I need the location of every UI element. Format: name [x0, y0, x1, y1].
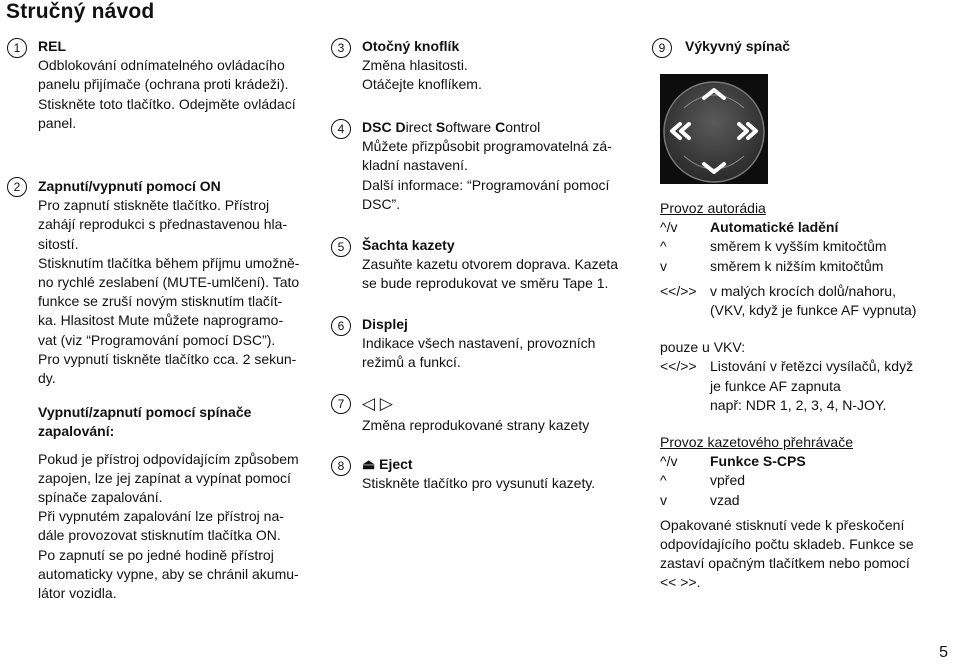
page-number: 5	[939, 644, 948, 661]
text-line: Pokud je přístroj odpovídajícím způsobem	[38, 450, 299, 467]
list-item: v vzad	[660, 491, 740, 508]
tape-mode-heading: Provoz kazetového přehrávače	[660, 434, 853, 451]
list-item: ^ vpřed	[660, 472, 746, 489]
section-on-off	[38, 177, 318, 603]
section-title: ⏏ Eject	[362, 456, 413, 472]
text-line: panel.	[38, 114, 77, 131]
text-line: se bude reprodukovat ve směru Tape 1.	[362, 275, 609, 292]
text-line: látor vozidla.	[38, 585, 117, 602]
section-knob	[362, 37, 642, 95]
section-dsc	[362, 118, 642, 214]
subsection-title: zapalování:	[38, 423, 115, 440]
text-line: Změna hlasitosti.	[362, 57, 468, 74]
section-rocker	[660, 199, 955, 593]
section-title: REL	[38, 38, 66, 54]
text-line: režimů a funkcí.	[362, 354, 461, 371]
text-line: Stiskněte tlačítko pro vysunutí kazety.	[362, 475, 596, 492]
text-line: odpovídajícího počtu skladeb. Funkce se	[660, 536, 914, 553]
text-line: ka. Hlasitost Mute můžete naprogramo-	[38, 312, 284, 329]
list-item: ^/v Automatické ladění	[660, 219, 839, 236]
list-item: v směrem k nižším kmitočtům	[660, 257, 884, 274]
text-line: Můžete přizpůsobit programovatelná zá-	[362, 138, 612, 155]
text-line: Při vypnutém zapalování lze přístroj na-	[38, 508, 284, 525]
text-line: Další informace: “Programování pomocí	[362, 176, 610, 193]
step-number-1: 1	[7, 38, 27, 58]
section-title: Otočný knoflík	[362, 38, 460, 54]
section-title: DSC Direct Software Control	[362, 119, 541, 135]
subsection-title: Vypnutí/zapnutí pomocí spínače	[38, 404, 252, 421]
text-line: << >>.	[660, 574, 701, 591]
section-title: Zapnutí/vypnutí pomocí ON	[38, 178, 221, 194]
section-side-change	[362, 394, 642, 435]
section-title: Výkyvný spínač	[685, 38, 791, 54]
text-line: dále provozovat stisknutím tlačítka ON.	[38, 527, 281, 544]
text-line: Stisknutím tlačítka během příjmu umožně-	[38, 254, 300, 271]
text-line: panelu přijímače (ochrana proti krádeži).	[38, 76, 289, 93]
list-item: ^ směrem k vyšším kmitočtům	[660, 238, 887, 255]
text-line: Zasuňte kazetu otvorem doprava. Kazeta	[362, 256, 619, 273]
text-line: Stiskněte toto tlačítko. Odejměte ovládací	[38, 95, 296, 112]
text-line: spínače zapalování.	[38, 489, 163, 506]
text-line: Opakované stisknutí vede k přeskočení	[660, 516, 905, 533]
text-line: no rychlé zeslabení (MUTE-umlčení). Tato	[38, 274, 300, 291]
text-line: DSC”.	[362, 195, 401, 212]
side-arrows-icon: ◁ ▷	[362, 394, 393, 413]
step-number-5: 5	[331, 237, 351, 257]
text-line: zahájí reprodukci s přednastavenou hla-	[38, 216, 288, 233]
eject-icon: ⏏	[362, 456, 376, 472]
section-eject	[362, 455, 642, 493]
text-line: vat (viz “Programování pomocí DSC”).	[38, 331, 276, 348]
text-line: Změna reprodukované strany kazety	[362, 417, 590, 433]
text-line: automaticky vypne, aby se chránil akumu-	[38, 565, 299, 582]
section-title: Šachta kazety	[362, 237, 455, 253]
text-line: dy.	[38, 370, 56, 387]
text-line: kladní nastavení.	[362, 157, 468, 174]
step-number-9: 9	[652, 38, 672, 58]
step-number-2: 2	[7, 177, 27, 197]
radio-mode-heading: Provoz autorádia	[660, 200, 766, 216]
text-line: zastaví opačným tlačítkem nebo pomocí	[660, 555, 910, 572]
section-rel	[38, 37, 318, 133]
text-line: Po zapnutí se po jedné hodině přístroj	[38, 546, 274, 563]
text-line: Otáčejte knoflíkem.	[362, 76, 482, 93]
text-line: Indikace všech nastavení, provozních	[362, 335, 596, 352]
text-line: Odblokování odnímatelného ovládacího	[38, 57, 285, 74]
section-title: Displej	[362, 316, 408, 332]
vkv-only-label: pouze u VKV:	[660, 339, 746, 356]
text-line: Pro vypnutí tiskněte tlačítko cca. 2 sekun-	[38, 350, 297, 367]
step-number-8: 8	[331, 456, 351, 476]
step-number-6: 6	[331, 316, 351, 336]
page-title: Stručný návod	[6, 0, 155, 23]
section-display	[362, 315, 642, 373]
step-number-7: 7	[331, 394, 351, 414]
step-number-4: 4	[331, 119, 351, 139]
rocker-switch-photo	[660, 74, 768, 184]
text-line: zapojen, lze jej zapínat a vypínat pomocí	[38, 469, 291, 486]
step-number-3: 3	[331, 38, 351, 58]
list-item: <</>> v malých krocích dolů/nahoru, (VKV, když je funkce AF vypnuta)	[660, 282, 917, 319]
text-line: Pro zapnutí stiskněte tlačítko. Přístroj	[38, 197, 270, 214]
list-item: <</>> Listování v řetězci vysílačů, když je funkce AF zapnuta např: NDR 1, 2, 3, 4, N-JOY.	[660, 358, 914, 413]
text-line: funkce se zruší novým stisknutím tlačít-	[38, 293, 283, 310]
text-line: sitostí.	[38, 235, 79, 252]
section-cassette-slot	[362, 236, 642, 294]
list-item: ^/v Funkce S-CPS	[660, 453, 806, 470]
